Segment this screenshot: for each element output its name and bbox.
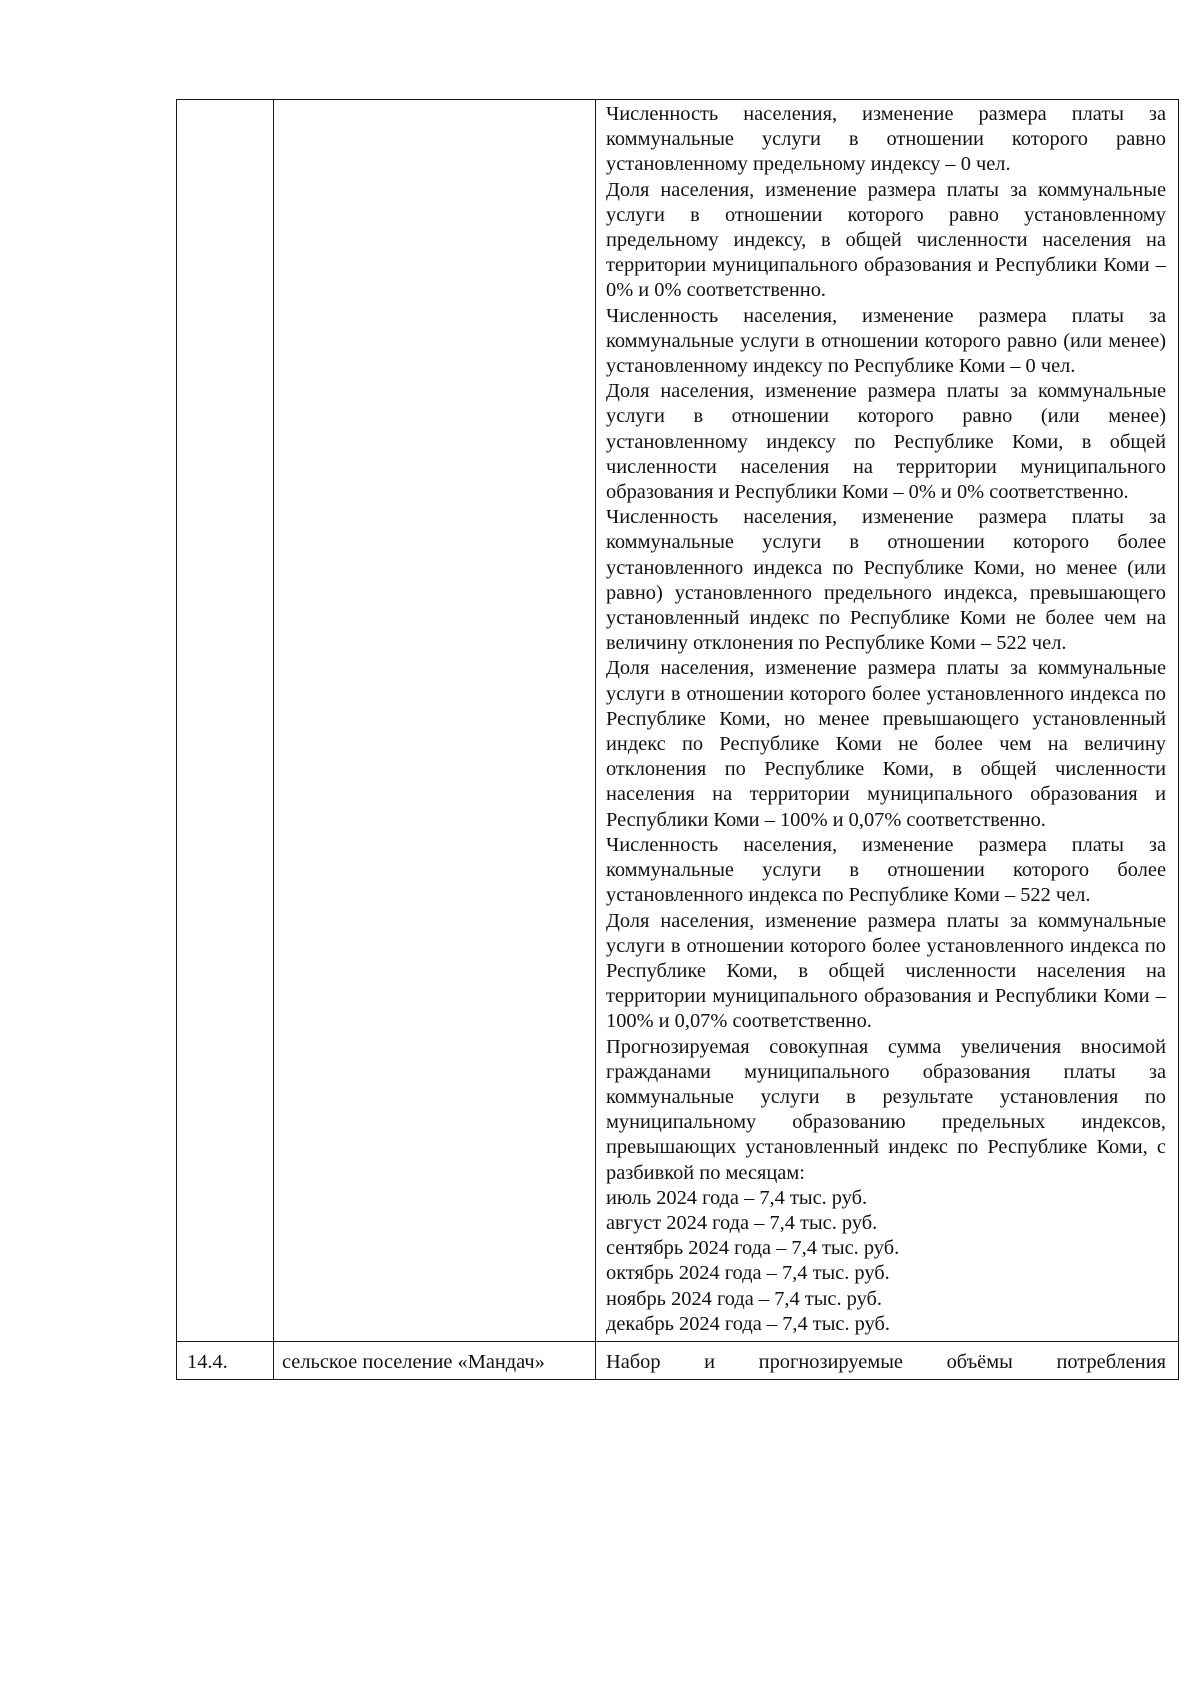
paragraph: Численность населения, изменение размера платы за коммунальные услуги в отношении которого более установленного индекса по Республике Коми, но менее (или равно) установленного предельного индекса, превышающего установленный индекс по Республике Коми не более чем на величину отклонения по Республике Коми – 522 чел. bbox=[606, 506, 1166, 655]
month-amount: ноябрь 2024 года – 7,4 тыс. руб. bbox=[606, 1287, 882, 1310]
number-cell bbox=[177, 1341, 274, 1379]
indicators-cell bbox=[596, 1341, 1179, 1379]
municipality-name: сельское поселение «Мандач» bbox=[282, 1350, 545, 1373]
paragraph: Численность населения, изменение размера платы за коммунальные услуги в отношении которого равно (или менее) установленному индексу по Республике Коми – 0 чел. bbox=[606, 304, 1166, 378]
paragraph: Доля населения, изменение размера платы за коммунальные услуги в отношении которого равно (или менее) установленному индексу по Республике Коми, в общей численности населения на территории муниципального образования и Республики Коми – 0% и 0% соответственно. bbox=[606, 380, 1166, 504]
table-row-14-4 bbox=[177, 1341, 1179, 1379]
paragraph: Прогнозируемая совокупная сумма увеличения вносимой гражданами муниципального образования платы за коммунальные услуги в результате установления по муниципальному образованию предельных индексов, превышающих установленный индекс по Республике Коми, с разбивкой по месяцам: bbox=[606, 1035, 1166, 1184]
paragraph: Численность населения, изменение размера платы за коммунальные услуги в отношении которого равно установленному предельному индексу – 0 чел. bbox=[606, 103, 1166, 176]
paragraph: Доля населения, изменение размера платы за коммунальные услуги в отношении которого более установленного индекса по Республике Коми, но менее превышающего установленный индекс по Республике Коми не более чем на величину отклонения по Республике Коми, в общей численности населения на территории муниципального образования и Республики Коми – 100% и 0,07% соответственно. bbox=[606, 657, 1166, 831]
data-table bbox=[176, 99, 1179, 1380]
row-number: 14.4. bbox=[187, 1350, 228, 1373]
month-amount: август 2024 года – 7,4 тыс. руб. bbox=[606, 1211, 878, 1234]
indicators-text: Набор и прогнозируемые объёмы потребления bbox=[606, 1350, 1166, 1373]
paragraph: Доля населения, изменение размера платы за коммунальные услуги в отношении которого равно установленному предельному индексу, в общей численности населения на территории муниципального образования и Республики Коми – 0% и 0% соответственно. bbox=[606, 178, 1166, 302]
month-amount: декабрь 2024 года – 7,4 тыс. руб. bbox=[606, 1312, 890, 1335]
indicators-cell bbox=[596, 100, 1179, 1342]
municipality-cell bbox=[274, 100, 596, 1342]
municipality-cell bbox=[274, 1341, 596, 1379]
number-cell bbox=[177, 100, 274, 1342]
paragraph: Доля населения, изменение размера платы за коммунальные услуги в отношении которого более установленного индекса по Республике Коми, в общей численности населения на территории муниципального образования и Республики Коми – 100% и 0,07% соответственно. bbox=[606, 909, 1166, 1033]
month-amount: сентябрь 2024 года – 7,4 тыс. руб. bbox=[606, 1237, 900, 1260]
paragraph: Численность населения, изменение размера платы за коммунальные услуги в отношении которого более установленного индекса по Республике Коми – 522 чел. bbox=[606, 833, 1166, 907]
month-amount: октябрь 2024 года – 7,4 тыс. руб. bbox=[606, 1262, 890, 1285]
table-row-continuation bbox=[177, 100, 1179, 1342]
month-amount: июль 2024 года – 7,4 тыс. руб. bbox=[606, 1186, 868, 1209]
